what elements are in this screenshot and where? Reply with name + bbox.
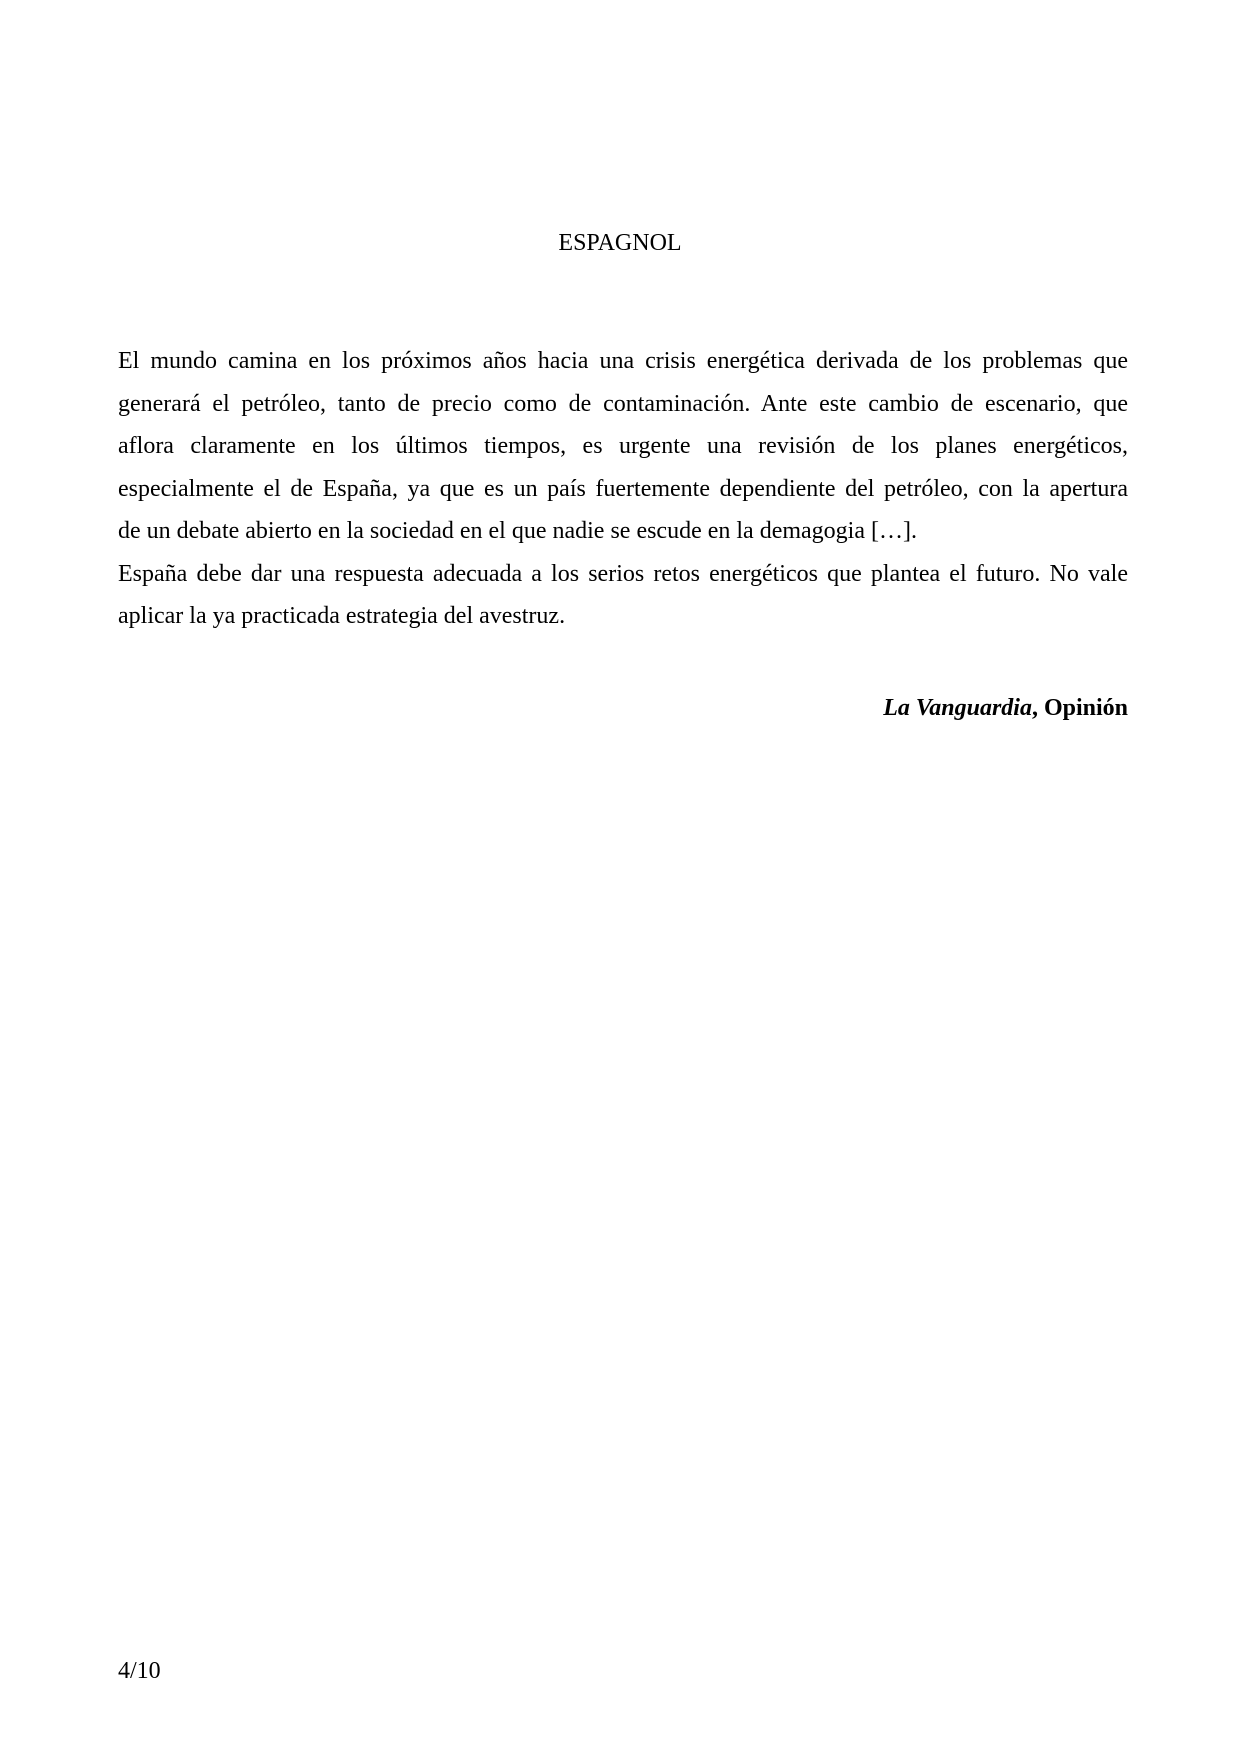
- text-line: aplicar la ya practicada estrategia del avestruz.: [118, 603, 566, 629]
- document-title: ESPAGNOL: [558, 230, 682, 256]
- text-line: España debe dar una respuesta adecuada a los serios retos energéticos que plantea el futuro. No vale: [118, 560, 1128, 587]
- text-line: de un debate abierto en la sociedad en el que nadie se escude en la demagogia […].: [118, 518, 917, 544]
- page-number: 4/10: [118, 1658, 161, 1684]
- paragraph-1: [118, 340, 1128, 553]
- section-name: , Opinión: [1031, 695, 1128, 721]
- text-line: generará el petróleo, tanto de precio como de contaminación. Ante este cambio de escenario, que: [118, 390, 1128, 417]
- text-line: especialmente el de España, ya que es un país fuertemente dependiente del petróleo, con la apertura: [118, 475, 1128, 502]
- text-line: El mundo camina en los próximos años hacia una crisis energética derivada de los problemas que: [118, 348, 1128, 374]
- publication-name: La Vanguardia: [883, 695, 1032, 721]
- text-line: aflora claramente en los últimos tiempos, es urgente una revisión de los planes energéticos,: [118, 433, 1128, 459]
- paragraph-2: [118, 553, 1128, 638]
- article-text: [118, 340, 1128, 638]
- source-attribution: [118, 695, 1128, 722]
